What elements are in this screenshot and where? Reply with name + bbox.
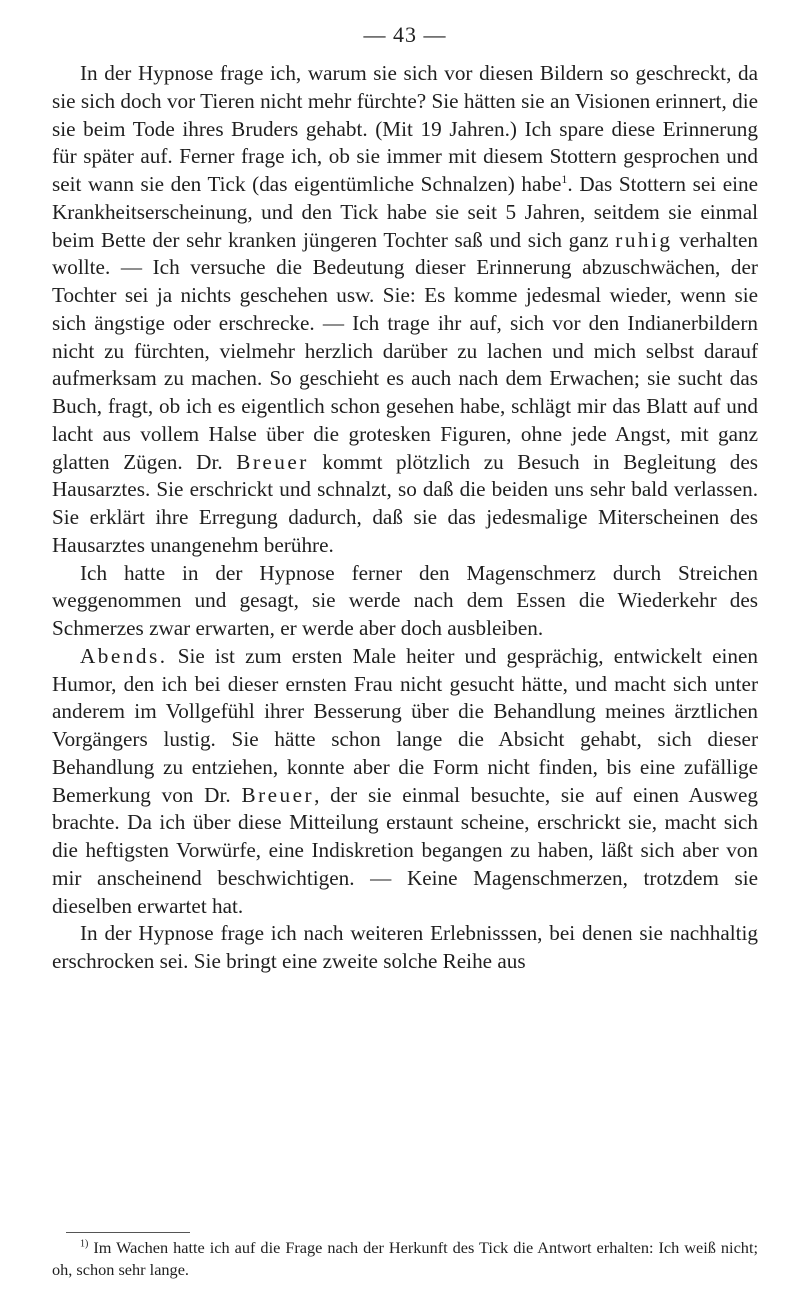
paragraph-text: , der sie einmal besuchte, sie auf einen Ausweg brachte. Da ich über diese Mitteilung erstaunt scheine, erschrickt sie, macht sich die heftigsten Vorwürfe, eine Indiskretion begangen zu haben, läßt sich aber von mir anscheinend beschwichtigen. — Keine Magenschmerzen, trotzdem sie dieselben erwartet hat. — [52, 782, 758, 918]
paragraph-1 — [52, 60, 758, 560]
paragraph-text: Sie ist zum ersten Male heiter und gesprächig, entwickelt einen Humor, den ich bei dieser ernsten Frau nicht gesucht hätte, und macht sich unter anderem im Vollgefühl ihrer Besserung über die Behandlung meines ärztlichen Vorgängers lustig. Sie hätte schon lange die Absicht gehabt, sich dieser Behandlung zu entziehen, konnte aber die Form nicht finden, bis eine zufällige Bemerkung von Dr. — [52, 643, 758, 807]
person-name-emphasis: Breuer — [241, 782, 315, 807]
paragraph-text: . Das Stottern sei eine Krankheitserscheinung, und den Tick habe sie seit 5 Jahren, seitdem sie einmal beim Bette der sehr kranken jüngeren Tochter saß und sich ganz — [52, 172, 759, 252]
page-number: — 43 — — [363, 22, 447, 47]
paragraph-3 — [52, 643, 758, 921]
footnote-divider — [66, 1232, 190, 1233]
body-text — [52, 60, 758, 976]
footnote-reference: 1 — [561, 171, 568, 186]
emphasis-text: Abends. — [80, 643, 168, 668]
paragraph-text: In der Hypnose frage ich, warum sie sich vor diesen Bildern so geschreckt, da sie sich doch vor Tieren nicht mehr fürchte? Sie hätten sie an Visionen erinnert, die sie beim Tode ihres Bruders gehabt. (Mit 19 Jahren.) Ich spare diese Erinnerung für später auf. Ferner frage ich, ob sie immer mit diesem Stottern gesprochen und seit wann sie den Tick (das eigentümliche Schnalzen) habe — [52, 61, 758, 196]
book-page — [52, 0, 758, 1299]
paragraph-4: In der Hypnose frage ich nach weiteren Erlebnisssen, bei denen sie nachhaltig erschrocken sei. Sie bringt eine zweite solche Reihe aus — [52, 921, 758, 973]
paragraph-text: verhalten wollte. — Ich versuche die Bedeutung dieser Erinnerung abzuschwächen, der Tochter sei ja nichts geschehen usw. Sie: Es komme jedesmal wieder, wenn sie sich ängstige oder erschrecke. — Ich trage ihr auf, sich vor den Indianerbildern nicht zu fürchten, vielmehr herzlich darüber zu lachen und mich selbst darauf aufmerksam zu machen. So geschieht es auch nach dem Erwachen; sie sucht das Buch, fragt, ob ich es eigentlich schon gesehen habe, schlägt mir das Blatt auf und lacht aus vollem Halse über die grotesken Figuren, ohne jede Angst, mit ganz glatten Zügen. Dr. — [52, 227, 758, 474]
paragraph-text: kommt plötzlich zu Besuch in Begleitung des Hausarztes. Sie erschrickt und schnalzt, so daß die beiden uns sehr bald verlassen. Sie erklärt ihre Erregung dadurch, daß sie das jedesmalige Miterscheinen des Hausarztes unangenehm berühre. — [52, 449, 758, 557]
emphasis-text: ruhig — [615, 227, 673, 252]
person-name-emphasis: Breuer — [236, 449, 309, 474]
footnote-marker: 1) — [80, 1238, 89, 1250]
footnote — [52, 1237, 758, 1281]
footnote-text: Im Wachen hatte ich auf die Frage nach der Herkunft des Tick die Antwort erhalten: Ich weiß nicht; oh, schon sehr lange. — [52, 1238, 758, 1279]
paragraph-2: Ich hatte in der Hypnose ferner den Magenschmerz durch Streichen weggenommen und gesagt, sie werde nach dem Essen die Wiederkehr des Schmerzes zwar erwarten, er werde aber doch ausbleiben. — [52, 560, 758, 640]
